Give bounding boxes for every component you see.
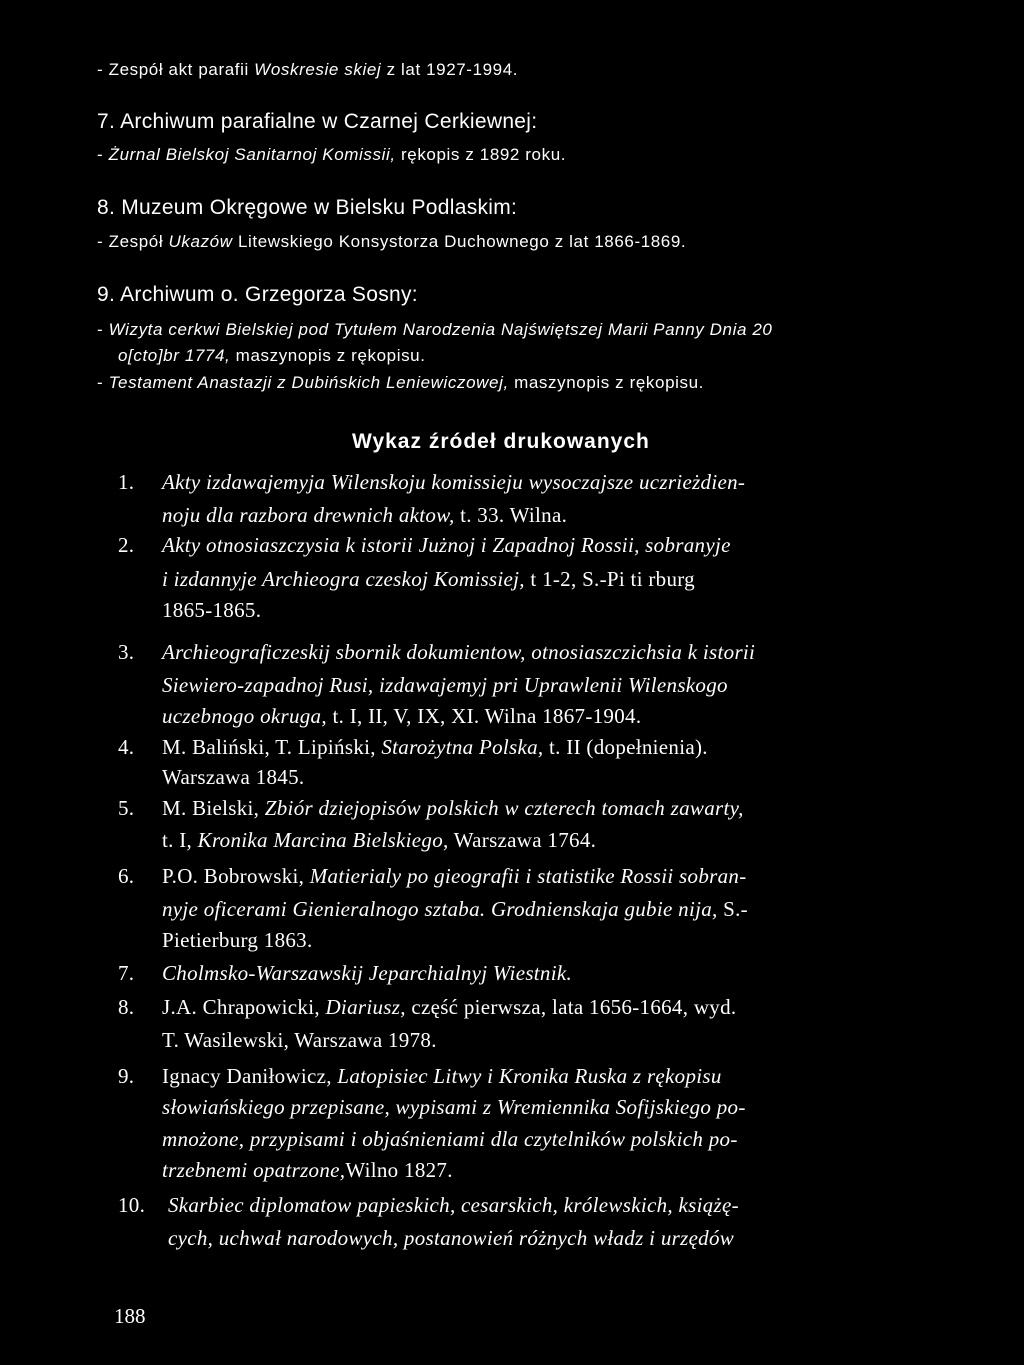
line-text: maszynopis z rękopisu. <box>508 373 704 392</box>
entry-text: t. II (dopełnienia). <box>543 735 708 759</box>
entry-line <box>162 503 567 528</box>
entry-number: 2. <box>118 533 135 557</box>
entry-number: 3. <box>118 640 135 664</box>
line-italic: Testament Anastazji z Dubińskich Leniewiczowej, <box>108 373 509 392</box>
line-text: - Zespół akt parafii <box>97 60 255 79</box>
entry-text: t 1-2, S.-Pi ti rburg <box>524 567 695 591</box>
entry-italic: Matierialy po gieografii i statistike Rossii sobran- <box>309 864 747 888</box>
entry-text: część pierwsza, lata 1656-1664, wyd. <box>405 995 737 1019</box>
entry-text: t. I, <box>162 828 198 852</box>
entry-line: T. Wasilewski, Warszawa 1978. <box>162 1028 437 1052</box>
entry-line <box>162 828 596 853</box>
entry-line: Akty otnosiaszczysia k istorii Jużnoj i Zapadnoj Rossii, sobranyje <box>162 533 731 557</box>
entry-line: cych, uchwał narodowych, postanowień różnych władz i urzędów <box>168 1226 735 1250</box>
archive-line <box>97 60 518 80</box>
line-text: - <box>97 320 109 339</box>
entry-line <box>162 995 736 1020</box>
entry-italic: Diariusz, <box>325 995 406 1019</box>
entry-line: 1865-1865. <box>162 598 262 622</box>
archive-line <box>97 373 704 393</box>
entry-line: Cholmsko-Warszawskij Jeparchialnyj Wiestnik. <box>162 961 573 985</box>
entry-number: 10. <box>118 1193 146 1217</box>
line-italic: Wizyta cerkwi Bielskiej pod Tytułem Narodzenia Najświętszej Marii Panny Dnia 20 <box>108 320 773 339</box>
entry-text: J.A. Chrapowicki, <box>162 995 326 1019</box>
entry-line: Akty izdawajemyja Wilenskoju komissieju wysoczajsze uczrieżdien- <box>162 470 746 494</box>
entry-text: Ignacy Daniłowicz, <box>162 1064 338 1088</box>
entry-text: Wilno 1827. <box>345 1158 453 1182</box>
entry-line: Archieograficzeskij sbornik dokumientow, otnosiaszczichsia k istorii <box>162 640 756 664</box>
entry-line: Siewiero-zapadnoj Rusi, izdawajemyj pri Uprawlenii Wilenskogo <box>162 673 728 697</box>
archive-line <box>118 346 426 366</box>
entry-italic: noju dla razbora drewnich aktow, <box>162 503 455 527</box>
entry-line <box>162 1064 722 1089</box>
line-italic: Ukazów <box>168 232 233 251</box>
entry-italic: Zbiór dziejopisów polskich w czterech tomach zawarty, <box>264 796 744 820</box>
entry-line <box>162 704 641 729</box>
line-text: - Zespół <box>97 232 169 251</box>
entry-line <box>162 567 695 592</box>
archive-heading: 7. Archiwum parafialne w Czarnej Cerkiewnej: <box>97 110 538 133</box>
entry-line <box>162 897 748 922</box>
entry-number: 4. <box>118 735 135 759</box>
entry-line <box>162 1158 453 1183</box>
entry-line: Warszawa 1845. <box>162 765 305 789</box>
line-italic: Woskresie skiej <box>254 60 382 79</box>
archive-heading: 9. Archiwum o. Grzegorza Sosny: <box>97 283 418 306</box>
entry-text: P.O. Bobrowski, <box>162 864 310 888</box>
entry-number: 7. <box>118 961 135 985</box>
archive-line <box>97 145 566 165</box>
entry-text: S.- <box>717 897 748 921</box>
entry-text: M. Baliński, T. Lipiński, <box>162 735 382 759</box>
entry-italic: trzebnemi opatrzone, <box>162 1158 346 1182</box>
entry-line: mnożone, przypisami i objaśnieniami dla czytelników polskich po- <box>162 1127 738 1151</box>
entry-italic: Latopisiec Litwy i Kronika Ruska z rękopisu <box>337 1064 722 1088</box>
line-text: - <box>97 145 109 164</box>
page-number: 188 <box>114 1304 146 1328</box>
line-italic: o[cto]br 1774, <box>118 346 231 365</box>
section-heading: Wykaz źródeł drukowanych <box>352 430 650 453</box>
entry-line: Skarbiec diplomatow papieskich, cesarskich, królewskich, książę- <box>168 1193 739 1217</box>
entry-number: 8. <box>118 995 135 1019</box>
entry-italic: i izdannyje Archieogra czeskoj Komissiej, <box>162 567 525 591</box>
line-text: Litewskiego Konsystorza Duchownego z lat 1866-1869. <box>232 232 687 251</box>
entry-italic: Starożytna Polska, <box>381 735 544 759</box>
line-text: - <box>97 373 109 392</box>
entry-line <box>162 796 744 821</box>
entry-italic: Kronika Marcina Bielskiego, <box>197 828 449 852</box>
line-text: rękopis z 1892 roku. <box>395 145 567 164</box>
archive-heading: 8. Muzeum Okręgowe w Bielsku Podlaskim: <box>97 196 518 219</box>
entry-text: t. I, II, V, IX, XI. Wilna 1867-1904. <box>326 704 642 728</box>
line-text: maszynopis z rękopisu. <box>230 346 426 365</box>
entry-line <box>162 735 708 760</box>
entry-number: 6. <box>118 864 135 888</box>
entry-number: 5. <box>118 796 135 820</box>
entry-line: Pietierburg 1863. <box>162 928 313 952</box>
entry-italic: nyje oficerami Gienieralnogo sztaba. Grodnienskaja gubie nija, <box>162 897 718 921</box>
archive-line <box>97 320 772 340</box>
entry-number: 9. <box>118 1064 135 1088</box>
line-italic: Żurnal Bielskoj Sanitarnoj Komissii, <box>108 145 396 164</box>
entry-text: M. Bielski, <box>162 796 265 820</box>
entry-line <box>162 864 747 889</box>
entry-number: 1. <box>118 470 135 494</box>
entry-italic: uczebnogo okruga, <box>162 704 327 728</box>
entry-text: t. 33. Wilna. <box>454 503 568 527</box>
line-text: z lat 1927-1994. <box>381 60 519 79</box>
entry-text: Warszawa 1764. <box>448 828 597 852</box>
entry-line: słowiańskiego przepisane, wypisami z Wremiennika Sofijskiego po- <box>162 1095 746 1119</box>
archive-line <box>97 232 686 252</box>
